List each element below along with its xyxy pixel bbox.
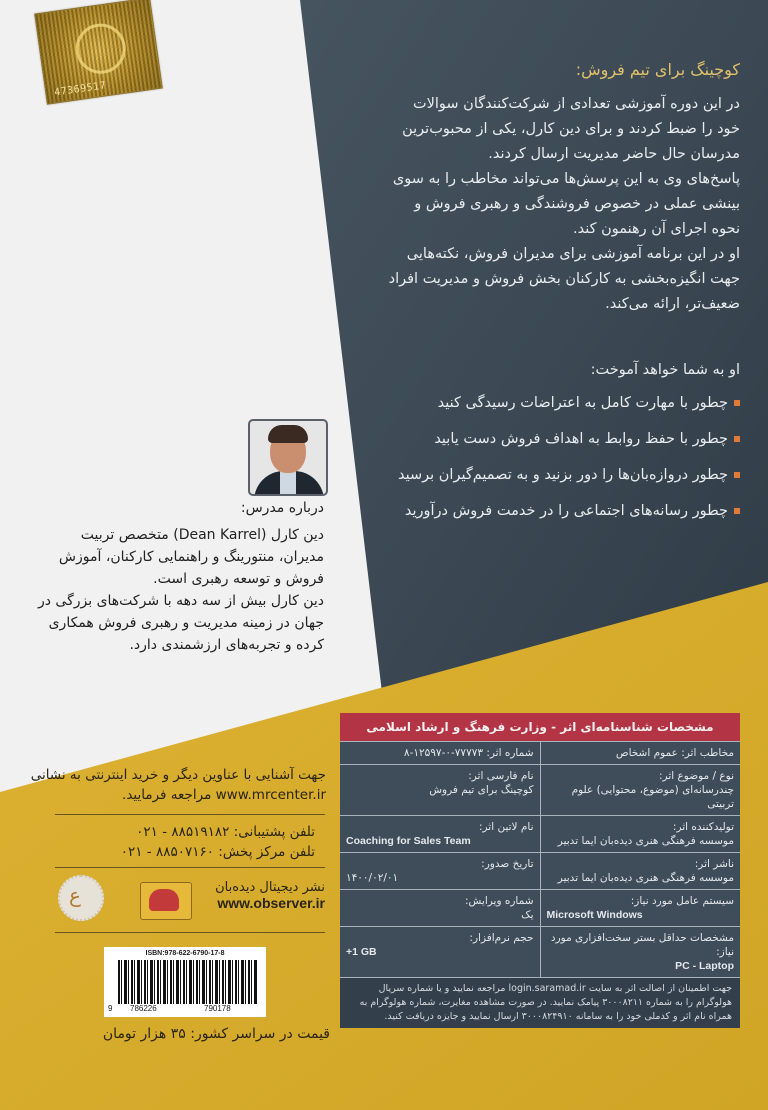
bullet-item: چطور با حفظ روابط به اهداف فروش دست یابید <box>380 426 740 452</box>
divider <box>55 867 325 868</box>
course-paragraph: پاسخ‌های وی به این پرسش‌ها می‌تواند مخاطب را به سوی بینشی عملی در خصوص فروشندگی و رهبری فروش و نحوه اجرای آن رهنمون کند. <box>392 171 740 237</box>
table-cell: شماره اثر: ۷۷۷۷۳-۰-۱۲۵۹۷-۸ <box>340 742 541 764</box>
course-title: کوچینگ برای تیم فروش: <box>575 60 740 79</box>
table-row <box>340 852 740 889</box>
authenticity-note: جهت اطمینان از اصالت اثر به سایت login.saramad.ir مراجعه نمایید و یا شماره سریال هولوگرام را به شماره ۳۰۰۰۸۲۱۱ پیامک نمایید. در صورت مشاهده مغایرت، شماره هولوگرام به همراه نام اثر و کدملی خود را به سامانه ۳۰۰۰۸۲۴۹۱۰ ارسال نمایید و جایزه دریافت کنید. <box>340 977 740 1028</box>
publisher-logo-icon <box>140 882 192 920</box>
bullet-square-icon <box>734 400 740 406</box>
isbn-text: ISBN:978-622-6790-17-8 <box>145 950 225 957</box>
bullet-square-icon <box>734 508 740 514</box>
table-cell: ناشر اثر: موسسه فرهنگی هنری دیده‌بان ایما تدبیر <box>557 858 734 884</box>
table-row <box>340 889 740 926</box>
isbn-barcode: ISBN:978-622-6790-17-8 9 786226 790178 <box>104 947 266 1017</box>
table-cell: نام فارسی اثر: کوچینگ برای تیم فروش <box>340 765 541 815</box>
table-row <box>340 741 740 764</box>
table-cell: تولیدکننده اثر: موسسه فرهنگی هنری دیده‌بان ایما تدبیر <box>557 821 734 847</box>
table-cell: مخاطب اثر: عموم اشخاص <box>615 747 734 759</box>
support-phone: تلفن پشتیبانی: ۸۸۵۱۹۱۸۲ - ۰۲۱ <box>136 824 315 840</box>
bullet-item: چطور رسانه‌های اجتماعی را در خدمت فروش درآورید <box>380 498 740 524</box>
table-row <box>340 926 740 977</box>
table-cell: مشخصات حداقل بستر سخت‌افزاری مورد نیاز: PC - Laptop <box>550 932 734 972</box>
instructor-photo <box>248 419 328 496</box>
table-row <box>340 815 740 852</box>
bullet-square-icon <box>734 472 740 478</box>
table-cell: حجم نرم‌افزار: +1 GB <box>340 927 541 977</box>
spec-table <box>340 713 740 1028</box>
hologram-serial: 47369517 <box>53 80 107 99</box>
spec-table-header: مشخصات شناسنامه‌ای اثر - وزارت فرهنگ و ارشاد اسلامی <box>340 713 740 741</box>
table-cell: نوع / موضوع اثر: چندرسانه‌ای (موضوع، محتوایی) علوم تربیتی <box>571 770 734 810</box>
publisher-name: نشر دیجیتال دیده‌بان <box>215 880 325 895</box>
course-description <box>388 92 740 317</box>
hologram-emblem-icon <box>72 20 128 76</box>
course-paragraph: در این دوره آموزشی تعدادی از شرکت‌کنندگان سوالات خود را ضبط کردند و برای دین کارل، یکی از محبوب‌ترین مدرسان حال حاضر مدیریت ارسال کردند. <box>402 96 740 162</box>
table-cell: شماره ویرایش: یک <box>340 890 541 926</box>
instructor-bio <box>36 524 324 656</box>
promo-text: جهت آشنایی با عناوین دیگر و خرید اینترنتی به نشانی www.mrcenter.ir مراجعه فرمایید. <box>30 767 326 803</box>
divider <box>55 932 325 933</box>
quality-emblem-icon: ع <box>58 875 104 921</box>
table-row <box>340 764 740 815</box>
divider <box>55 814 325 815</box>
table-cell: تاریخ صدور: ۱۴۰۰/۰۲/۰۱ <box>340 853 541 889</box>
instructor-paragraph: دین کارل بیش از سه دهه با شرکت‌های بزرگی در جهان در زمینه مدیریت و رهبری فروش همکاری کرده و تجربه‌های ارزشمندی دارد. <box>37 593 324 653</box>
hologram-sticker <box>34 0 163 105</box>
barcode-bars <box>118 960 258 1004</box>
instructor-heading: درباره مدرس: <box>240 500 324 516</box>
course-paragraph: او در این برنامه آموزشی برای مدیران فروش، نکته‌هایی جهت انگیزه‌بخشی به کارکنان بخش فروش و مدیریت افراد ضعیف‌تر، ارائه می‌کند. <box>388 246 740 312</box>
distribution-phone: تلفن مرکز پخش: ۸۸۵۰۷۱۶۰ - ۰۲۱ <box>120 844 315 860</box>
learning-bullets <box>380 390 740 534</box>
learn-intro: او به شما خواهد آموخت: <box>590 362 740 378</box>
table-cell: سیستم عامل مورد نیاز: Microsoft Windows <box>546 895 734 921</box>
bullet-square-icon <box>734 436 740 442</box>
publisher-url[interactable]: www.observer.ir <box>217 895 325 911</box>
table-cell: نام لاتین اثر: Coaching for Sales Team <box>340 816 541 852</box>
contact-phones <box>60 822 315 862</box>
bullet-item: چطور با مهارت کامل به اعتراضات رسیدگی کنید <box>380 390 740 416</box>
instructor-paragraph: دین کارل (Dean Karrel) متخصص تربیت مدیران، منتورینگ و راهنمایی کارکنان، آموزش فروش و توسعه رهبری است. <box>58 527 324 587</box>
price-label: قیمت در سراسر کشور: ۳۵ هزار تومان <box>102 1026 330 1042</box>
bullet-item: چطور دروازه‌بان‌ها را دور بزنید و به تصمیم‌گیران برسید <box>380 462 740 488</box>
publisher-info <box>200 880 325 911</box>
